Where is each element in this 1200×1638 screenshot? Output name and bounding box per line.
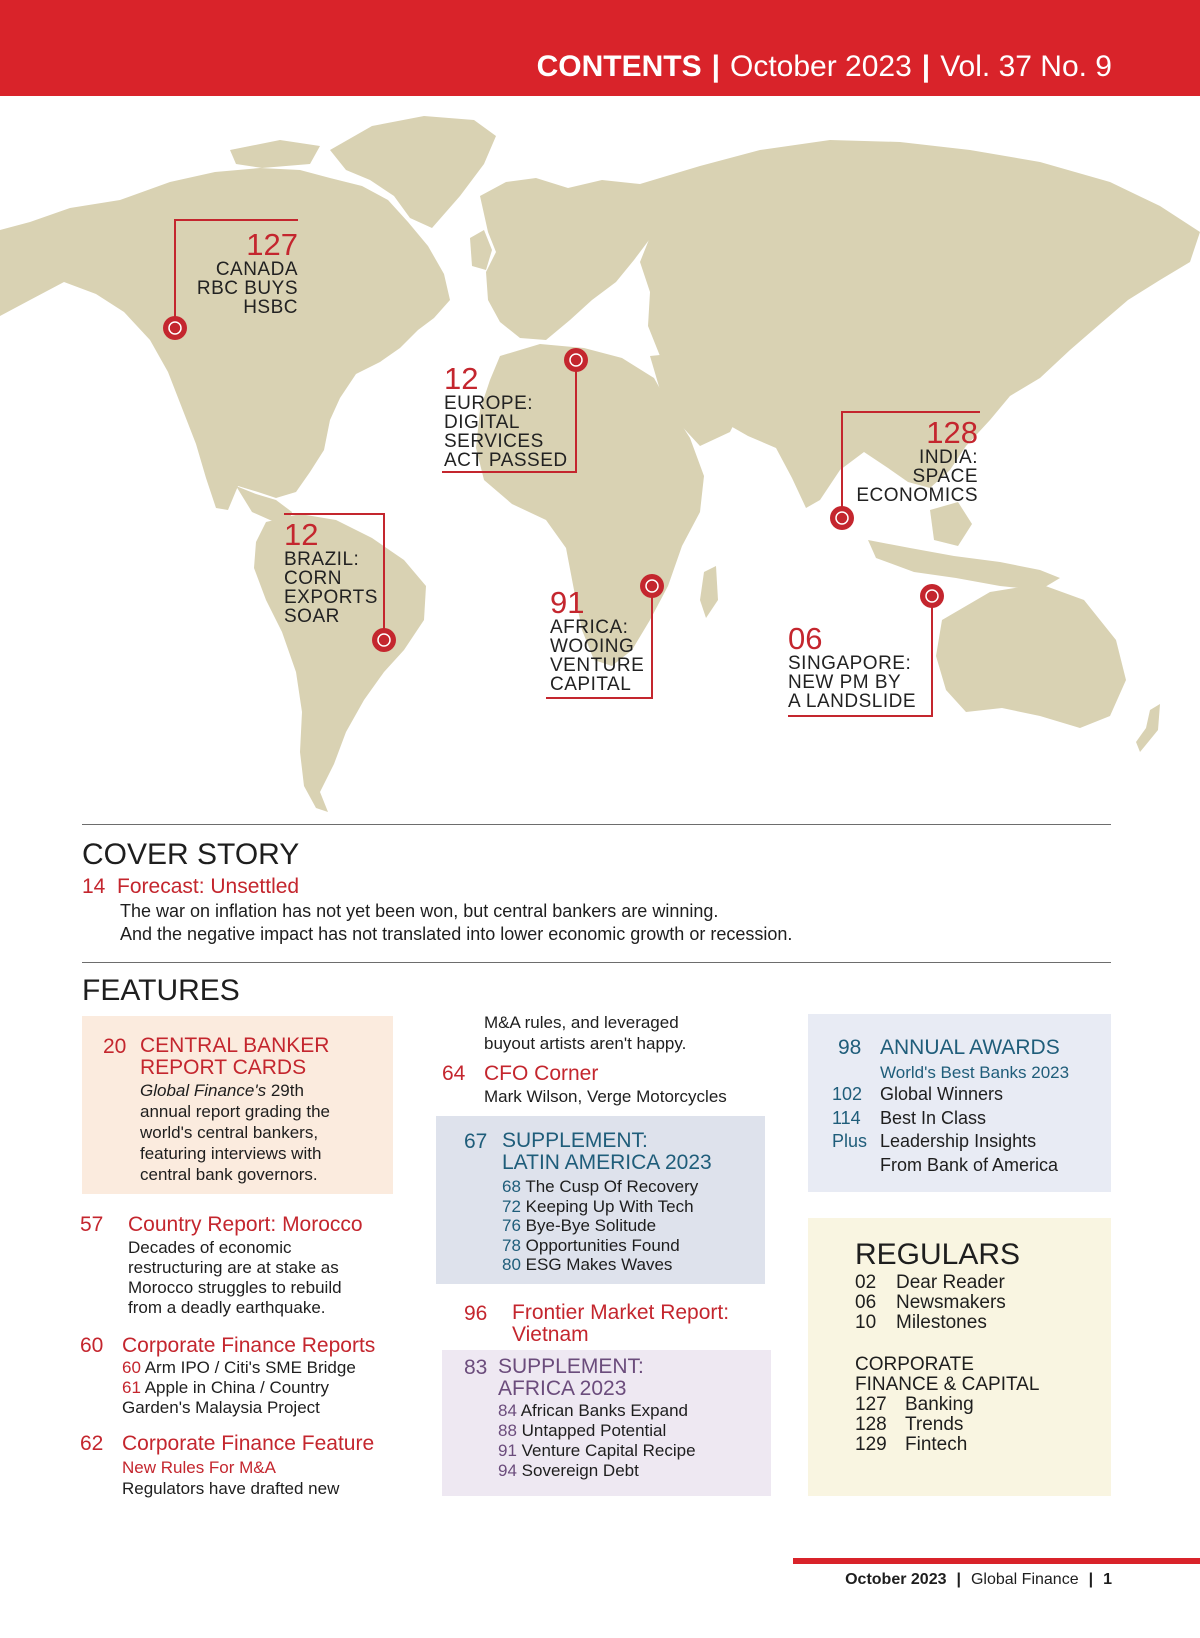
item-text: Banking [905,1394,974,1415]
desc-line: annual report grading the [140,1102,330,1121]
list-item[interactable] [122,1358,356,1378]
corp-reports-page: 60 [80,1334,104,1357]
awards-page: 98 [838,1036,862,1059]
item-text: Apple in China / Country [140,1378,329,1397]
item-page: 114 [832,1107,861,1128]
desc-text: 29th [266,1081,304,1100]
cfo-page: 64 [442,1062,466,1085]
title-line: AFRICA 2023 [498,1377,627,1400]
callout-line: INDIA: [919,447,978,468]
map-madagascar [700,566,718,618]
item-text: Milestones [896,1312,987,1333]
list-item[interactable] [122,1378,356,1398]
callout-line: RBC BUYS [196,278,298,299]
features-heading: FEATURES [82,974,240,1007]
regulars-heading: REGULARS [855,1238,1021,1271]
item-text: Untapped Potential [521,1421,667,1440]
item-page: 84 [498,1401,517,1420]
cover-story-heading: COVER STORY [82,838,300,871]
item-page: 76 [502,1216,521,1235]
map-indonesia [868,540,1060,590]
title-line: CENTRAL BANKER [140,1034,330,1057]
marker-canada [163,316,187,340]
central-banker-desc [140,1080,330,1185]
marker-singapore [920,584,944,608]
callout-line: CORN [284,568,342,589]
latam-page: 67 [464,1130,488,1153]
callout-singapore [788,621,916,712]
map-borneo [930,502,972,546]
central-banker-title [140,1035,329,1079]
callout-line: ACT PASSED [444,450,568,471]
awards-subtitle: World's Best Banks 2023 [880,1063,1070,1082]
desc-line: featuring interviews with [140,1144,322,1163]
latam-title [502,1130,712,1174]
morocco-page: 57 [80,1213,104,1236]
map-australia [936,584,1126,728]
contents-label: CONTENTS [536,50,702,83]
list-item[interactable] [498,1401,696,1421]
map-arctic-islands [230,140,320,168]
title-line: Frontier Market Report: [512,1301,730,1324]
cfo-desc: Mark Wilson, Verge Motorcycles [484,1087,727,1106]
item-text: Fintech [905,1434,968,1455]
desc-line: M&A rules, and leveraged [484,1013,679,1032]
item-page: 78 [502,1235,521,1255]
cover-story-description [120,900,792,946]
item-text: The Cusp Of Recovery [525,1177,699,1196]
corp-feature-page: 62 [80,1432,104,1455]
corp-finance-capital [855,1355,1039,1455]
desc-line: from a deadly earthquake. [128,1298,326,1317]
callout-page: 12 [284,517,319,552]
title-line: REPORT CARDS [140,1056,307,1079]
marker-brazil [372,628,396,652]
item-text: ESG Makes Waves [525,1255,673,1274]
corp-feature-desc-cont [484,1012,686,1054]
corp-reports-items [122,1358,356,1418]
item-page: 94 [498,1461,517,1480]
item-continuation: From Bank of America [880,1154,1059,1175]
page-number: 1 [1103,1571,1112,1588]
callout-line: SOAR [284,606,340,627]
morocco-title[interactable]: Country Report: Morocco [128,1213,363,1236]
divider [82,962,1111,963]
awards-title: ANNUAL AWARDS [880,1036,1060,1059]
list-item[interactable] [502,1216,698,1236]
list-item[interactable] [502,1255,698,1275]
item-text: Global Winners [880,1084,1004,1104]
callout-line: BRAZIL: [284,549,360,570]
item-text: Trends [905,1414,964,1435]
item-page: 02 [855,1272,877,1293]
frontier-page: 96 [464,1302,488,1325]
callout-line: WOOING [550,636,635,657]
header-title: CONTENTS | October 2023 | Vol. 37 No. 9 [536,50,1112,83]
item-page: 80 [502,1255,521,1274]
corp-heading-line: CORPORATE [855,1354,974,1375]
item-page: 10 [855,1312,877,1333]
callout-line: CAPITAL [550,674,632,695]
morocco-desc [128,1238,342,1318]
item-text: Best In Class [880,1107,987,1128]
africa-items [498,1401,696,1481]
item-text: Opportunities Found [525,1235,680,1255]
issue-date: October 2023 [730,50,912,83]
item-page: 68 [502,1177,521,1196]
marker-india [830,506,854,530]
callout-line: A LANDSLIDE [788,691,916,712]
item-text: Leadership Insights [880,1131,1037,1151]
corp-feature-title[interactable]: Corporate Finance Feature [122,1432,375,1455]
list-item[interactable] [855,1435,1039,1455]
callout-page: 91 [550,585,585,620]
callout-line: EUROPE: [444,393,534,414]
item-text: Newsmakers [896,1292,1006,1313]
corp-reports-title[interactable]: Corporate Finance Reports [122,1334,376,1357]
title-line: Vietnam [512,1323,589,1346]
list-item[interactable] [855,1415,1039,1435]
list-item[interactable] [498,1441,696,1461]
item-continuation: Garden's Malaysia Project [122,1398,320,1417]
callout-line: SINGAPORE: [788,653,912,674]
map-new-zealand [1136,704,1160,752]
awards-items [832,1083,1058,1177]
frontier-title[interactable] [512,1302,729,1346]
list-item[interactable] [502,1197,698,1217]
list-item[interactable] [832,1107,1058,1131]
desc-line: buyout artists aren't happy. [484,1034,687,1053]
corp-heading-line: FINANCE & CAPITAL [855,1374,1040,1395]
regulars-items [855,1273,1006,1333]
cover-story-title[interactable] [82,875,299,899]
item-text: Arm IPO / Citi's SME Bridge [140,1358,356,1377]
callout-india [846,415,978,506]
item-page: 127 [855,1394,887,1415]
map-uk [470,230,492,270]
central-banker-page: 20 [103,1035,127,1058]
list-item[interactable] [855,1273,1006,1293]
callout-page: 06 [788,621,823,656]
desc-line: The war on inflation has not yet been won, but central bankers are winning. [120,901,719,921]
desc-line: And the negative impact has not translated into lower economic growth or recession. [120,924,793,944]
item-page: 61 [122,1378,141,1397]
title-line: LATIN AMERICA 2023 [502,1151,712,1174]
item-text: Sovereign Debt [521,1461,639,1480]
footer: October 2023 | Global Finance | 1 [845,1571,1112,1588]
list-item[interactable] [832,1083,1058,1107]
item-page: Plus [832,1131,868,1151]
item-text: Bye-Bye Solitude [525,1216,657,1235]
callout-line: CANADA [215,259,298,280]
latam-items [502,1177,698,1275]
callout-page: 12 [444,361,479,396]
callout-line: HSBC [243,297,298,318]
desc-line: Decades of economic [128,1238,292,1257]
cover-story-title-text: Forecast: Unsettled [117,875,300,898]
footer-bar [793,1558,1200,1564]
list-item[interactable] [498,1421,696,1441]
africa-page: 83 [464,1356,488,1379]
desc-line: restructuring are at stake as [128,1258,339,1277]
item-page: 60 [122,1358,141,1377]
title-line: SUPPLEMENT: [502,1129,648,1152]
list-item[interactable] [832,1130,1058,1154]
africa-title [498,1356,644,1400]
callout-line: SERVICES [444,431,544,452]
callout-line: SPACE [912,466,978,487]
item-page: 88 [498,1421,517,1440]
callout-line: DIGITAL [444,412,520,433]
item-page: 91 [498,1441,517,1460]
desc-line: world's central bankers, [140,1123,319,1142]
item-page: 72 [502,1196,521,1216]
list-item[interactable] [855,1395,1039,1415]
cover-story-page: 14 [82,875,106,898]
item-text: Keeping Up With Tech [525,1196,694,1216]
callout-brazil [284,517,378,627]
corp-feature-desc-1: Regulators have drafted new [122,1479,340,1498]
list-item[interactable] [855,1293,1006,1313]
list-item[interactable] [502,1177,698,1197]
corp-feature-subtitle: New Rules For M&A [122,1458,276,1477]
magazine-name: Global Finance's [140,1081,267,1100]
callout-canada [180,227,298,318]
item-text: African Banks Expand [520,1401,688,1420]
callout-europe [444,361,568,471]
map-europe [480,178,660,340]
callout-line: AFRICA: [550,617,629,638]
footer-date: October 2023 [845,1571,947,1588]
divider [82,824,1111,825]
cfo-title[interactable]: CFO Corner [484,1062,599,1085]
callout-page: 128 [926,415,978,450]
volume-number: Vol. 37 No. 9 [940,50,1112,83]
callout-line: VENTURE [550,655,645,676]
item-text: Dear Reader [896,1272,1005,1293]
desc-line: central bank governors. [140,1165,318,1184]
callout-page: 127 [246,227,298,262]
item-page: 129 [855,1434,887,1455]
callout-line: EXPORTS [284,587,378,608]
item-page: 102 [832,1084,863,1104]
list-item[interactable] [502,1236,698,1256]
list-item[interactable] [855,1313,1006,1333]
item-page: 128 [855,1414,887,1435]
world-map [0,110,1200,840]
title-line: SUPPLEMENT: [498,1355,644,1378]
item-text: Venture Capital Recipe [521,1441,696,1460]
footer-magazine: Global Finance [970,1571,1079,1588]
callout-africa [550,585,645,695]
list-item[interactable] [498,1461,696,1481]
callout-line: NEW PM BY [788,672,902,693]
callout-line: ECONOMICS [856,485,978,506]
item-page: 06 [855,1292,877,1313]
desc-line: Morocco struggles to rebuild [128,1278,342,1297]
